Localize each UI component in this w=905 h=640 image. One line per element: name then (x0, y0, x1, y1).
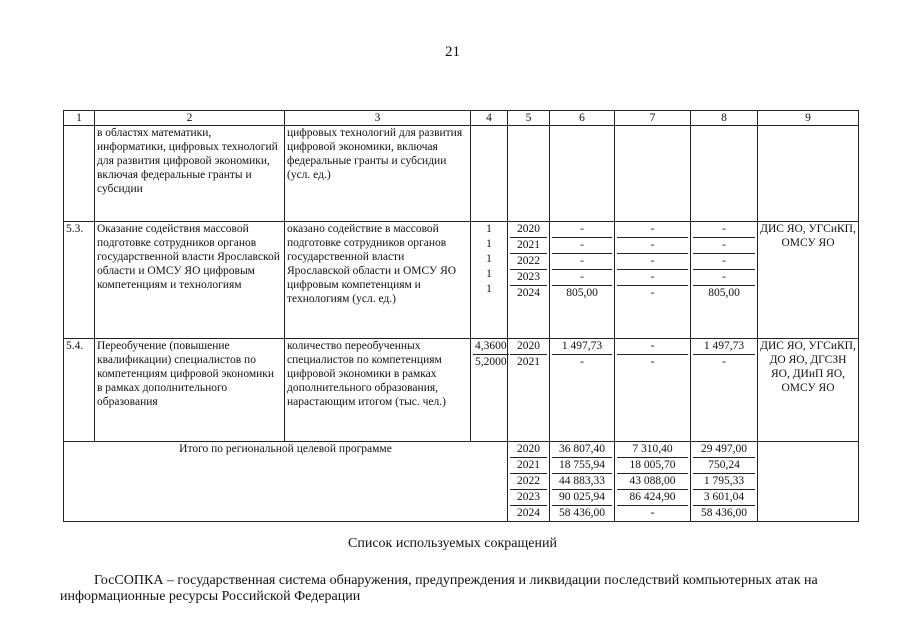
row-number: 5.3. (64, 222, 95, 339)
total-row (64, 442, 859, 522)
federal-values: - - (615, 339, 691, 442)
total-label: Итого по региональной целевой программе (64, 442, 508, 522)
total-regional-values: 29 497,00 750,24 1 795,33 3 601,04 58 436,00 (691, 442, 758, 522)
total-values: - - - - 805,00 (550, 222, 615, 339)
row-number (64, 126, 95, 222)
indicator-text: цифровых технологий для развития цифровой экономики, включая федеральные гранты и субсидии (усл. ед.) (285, 126, 471, 222)
row-number: 5.4. (64, 339, 95, 442)
measure-text: Оказание содействия массовой подготовке сотрудников органов государственной власти Ярославской области и ОМСУ ЯО цифровым компетенциям и технологиям (95, 222, 285, 339)
header-cell: 3 (285, 111, 471, 126)
regional-values: - - - - 805,00 (691, 222, 758, 339)
header-cell: 5 (508, 111, 550, 126)
target-values: 1 1 1 1 1 (471, 222, 508, 339)
header-row (64, 111, 859, 126)
header-cell: 6 (550, 111, 615, 126)
measure-text: Переобучение (повышение квалификации) специалистов по компетенциям цифровой экономики в рамках дополнительного образования (95, 339, 285, 442)
abbreviation-item: ГосСОПКА – государственная система обнаружения, предупреждения и ликвидации последствий компьютерных атак на информационные ресурсы Российской Федерации (60, 573, 818, 604)
header-cell: 2 (95, 111, 285, 126)
total-federal-values: 7 310,40 18 005,70 43 088,00 86 424,90 - (615, 442, 691, 522)
table-row (64, 222, 859, 339)
indicator-text: оказано содействие в массовой подготовке сотрудников органов государственной власти Ярославской области и ОМСУ ЯО цифровым компетенциям и технологиям (усл. ед.) (285, 222, 471, 339)
target-values: 4,3600 5,2000 (471, 339, 508, 442)
header-cell: 9 (758, 111, 859, 126)
header-cell: 8 (691, 111, 758, 126)
responsible-text: ДИС ЯО, УГСиКП, ОМСУ ЯО (758, 222, 859, 339)
year-values: 2020 2021 (508, 339, 550, 442)
header-cell: 1 (64, 111, 95, 126)
indicator-text: количество переобученных специалистов по компетенциям цифровой экономики в рамках дополнительного образования, нарастающим итогом (тыс. чел.) (285, 339, 471, 442)
program-table (63, 110, 859, 522)
total-year-values: 2020 2021 2022 2023 2024 (508, 442, 550, 522)
federal-values: - - - - - (615, 222, 691, 339)
total-values: 1 497,73 - (550, 339, 615, 442)
header-cell: 4 (471, 111, 508, 126)
table-row (64, 339, 859, 442)
page-number: 21 (445, 44, 460, 60)
regional-values: 1 497,73 - (691, 339, 758, 442)
grand-total-values: 36 807,40 18 755,94 44 883,33 90 025,94 58 436,00 (550, 442, 615, 522)
abbreviations-title: Список используемых сокращений (348, 536, 557, 551)
continuation-row (64, 126, 859, 222)
measure-text: в областях математики, информатики, цифровых технологий для развития цифровой экономики, включая федеральные гранты и субсидии (95, 126, 285, 222)
year-values: 2020 2021 2022 2023 2024 (508, 222, 550, 339)
responsible-text: ДИС ЯО, УГСиКП, ДО ЯО, ДГСЗН ЯО, ДИиП ЯО, ОМСУ ЯО (758, 339, 859, 442)
header-cell: 7 (615, 111, 691, 126)
